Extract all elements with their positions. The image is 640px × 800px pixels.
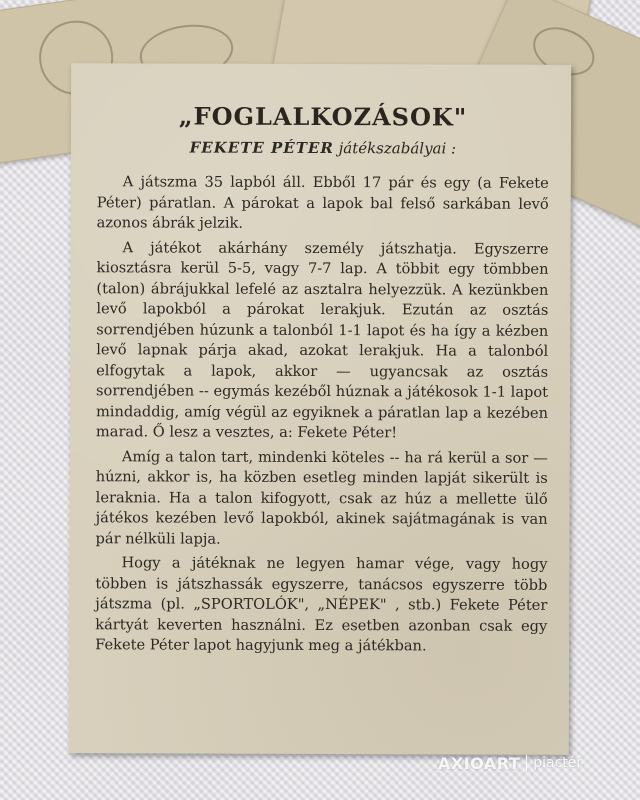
card-subtitle bbox=[97, 138, 549, 158]
rules-paragraph: Amíg a talon tart, mindenki köteles -- ha rá kerül a sor — húzni, akkor is, ha közben esetleg minden lapját sikerült is leraknia. Ha a talon kifogyott, csak az húz a mellette ülő játékos kezében levő lapokból, akinek sajátmagának is van pár nélküli lapja. bbox=[95, 447, 548, 548]
rules-paragraph: Hogy a játéknak ne legyen hamar vége, vagy hogy többen is játszhassák egyszerre, tanácsos egyszerre több játszma (pl. „SPORTOLÓK", „NÉPEK" , stb.) Fekete Péter kártyát keverten használni. Ez esetben azonban csak egy Fekete Péter lapot hagyjunk meg a játékban. bbox=[95, 554, 548, 655]
subtitle-name: FEKETE PÉTER bbox=[189, 138, 334, 158]
subtitle-rest: játékszabályai : bbox=[338, 139, 457, 158]
watermark-brand: AXIOART bbox=[438, 753, 521, 773]
watermark-divider bbox=[526, 755, 527, 771]
card-title: „FOGLALKOZÁSOK" bbox=[178, 101, 468, 132]
rules-paragraph: A játszma 35 lapból áll. Ebből 17 pár és egy (a Fekete Péter) páratlan. A párokat a lapok bal felső sarkában levő azonos ábrák jelzik. bbox=[96, 173, 549, 232]
rules-paragraph: A játékot akárhány személy játszhatja. Egyszerre kiosztásra kerül 5-5, vagy 7-7 lap. A többit egy tömbben (talon) ábrájukkal lefelé az asztalra helyezzük. A kezünkben levő lapokból a párokat lerakjuk. Ezután az osztás sorrendjében húzunk a talonból 1-1 lapot és ha így a kézben levő lapnak párja akad, azokat lerakjuk. Ha a talonból elfogytak a lapok, akkor — ugyancsak az osztás sorrendjében -- egymás kezéből húznak a játékosok 1-1 lapot mindaddig, amíg végül az egyiknek a páratlan lap a kezében marad. Ő lesz a vesztes, a: Fekete Péter! bbox=[95, 238, 549, 442]
watermark-subtitle: piactér bbox=[533, 755, 583, 771]
rules-card bbox=[69, 63, 571, 755]
watermark bbox=[438, 752, 582, 774]
